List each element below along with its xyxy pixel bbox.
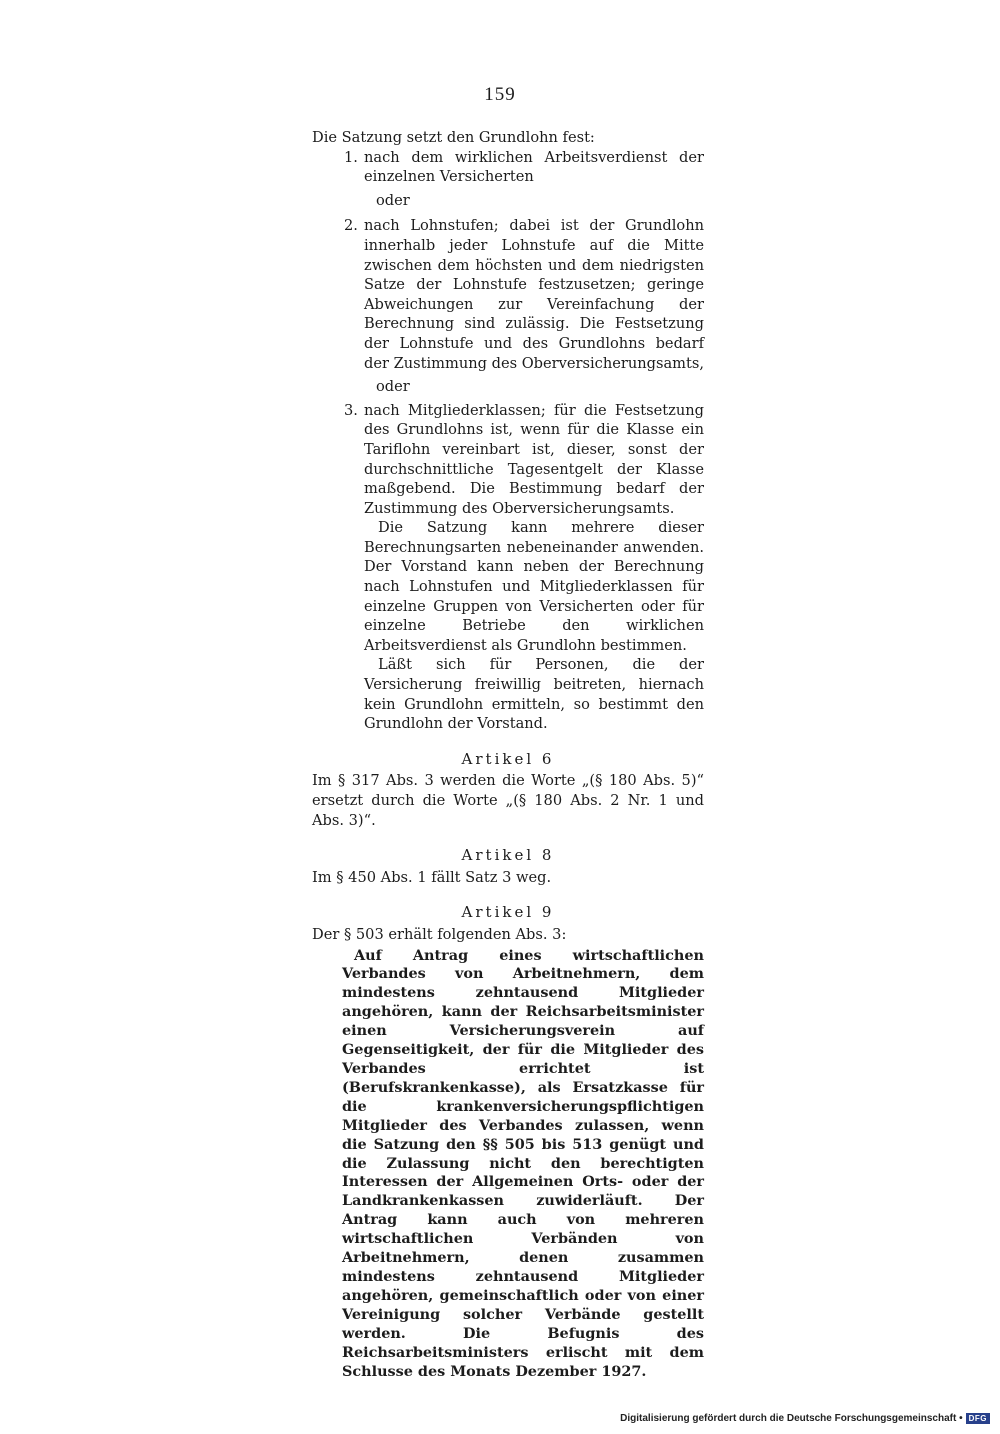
list-item-number: 3. — [344, 401, 358, 419]
oder-separator: oder — [376, 191, 410, 209]
page-number: 159 — [484, 84, 516, 105]
intro-text: Die Satzung setzt den Grundlohn fest: — [312, 129, 595, 146]
article-body: Im § 450 Abs. 1 fällt Satz 3 weg. — [312, 868, 552, 886]
article-body: Der § 503 erhält folgenden Abs. 3: — [312, 925, 567, 943]
footer-credit — [620, 1413, 990, 1424]
dfg-logo: DFG — [966, 1413, 990, 1424]
list-item-2 — [344, 216, 704, 373]
paragraph: Die Satzung kann mehrere dieser Berechnungsarten nebeneinander anwenden. Der Vorstand kann neben der Berechnung nach Lohnstufen und Mitgliederklassen für einzelne Gruppen von Versicherten oder für einzelne Betriebe den wirklichen Arbeitsverdienst als Grundlohn bestimmen. — [364, 519, 704, 654]
paragraph: Läßt sich für Personen, die der Versicherung freiwillig beitreten, hiernach kein Grundlohn ermitteln, so bestimmt den Grundlohn der Vorstand. — [364, 656, 704, 733]
list-item-text: nach Lohnstufen; dabei ist der Grundlohn innerhalb jeder Lohnstufe auf die Mitte zwischen dem höchsten und dem niedrigsten Satze der Lohnstufe festzusetzen; geringe Abweichungen zur Vereinfachung der Berechnung sind zulässig. Die Festsetzung der Lohnstufe und des Grundlohns bedarf der Zustimmung des Oberversicherungsamts, — [364, 217, 704, 372]
article-heading: Artikel 9 — [461, 903, 555, 922]
list-item-1 — [344, 148, 704, 187]
article-heading: Artikel 8 — [461, 846, 555, 865]
quoted-paragraph: Auf Antrag eines wirtschaftlichen Verbandes von Arbeitnehmern, dem mindestens zehntausend Mitglieder angehören, kann der Reichsarbeitsminister einen Versicherungsverein auf Gegenseitigkeit, der für die Mitglieder des Verbandes errichtet ist (Berufskrankenkasse), als Ersatzkasse für die krankenversicherungspflichtigen Mitglieder des Verbandes zulassen, wenn die Satzung den §§ 505 bis 513 genügt und die Zulassung nicht den berechtigten Interessen der Allgemeinen Orts- oder der Landkrankenkassen zuwiderläuft. Der Antrag kann auch von mehreren wirtschaftlichen Verbänden von Arbeitnehmern, denen zusammen mindestens zehntausend Mitglieder angehören, gemeinschaftlich oder von einer Vereinigung solcher Verbände gestellt werden. Die Befugnis des Reichsarbeitsministers erlischt mit dem Schlusse des Monats Dezember 1927. — [342, 946, 704, 1380]
oder-separator: oder — [376, 378, 410, 396]
article-body: Im § 317 Abs. 3 werden die Worte „(§ 180 Abs. 5)“ ersetzt durch die Worte „(§ 180 Abs. 2 Nr. 1 und Abs. 3)“. — [312, 772, 704, 829]
list-item-3 — [344, 401, 704, 734]
list-item-number: 2. — [344, 217, 358, 235]
footer-text: Digitalisierung gefördert durch die Deutsche Forschungsgemeinschaft • — [620, 1413, 963, 1424]
list-item-text: nach Mitgliederklassen; für die Festsetzung des Grundlohns ist, wenn für die Klasse ein Tariflohn vereinbart ist, dieser, sonst der durchschnittliche Tagesentgelt der Klasse maßgebend. Die Bestimmung bedarf der Zustimmung des Oberversicherungsamts. — [364, 401, 704, 517]
document-body — [312, 122, 704, 1381]
list-item-text: nach dem wirklichen Arbeitsverdienst der einzelnen Versicherten — [364, 148, 704, 186]
list-item-number: 1. — [344, 148, 358, 166]
article-heading: Artikel 6 — [461, 749, 555, 768]
